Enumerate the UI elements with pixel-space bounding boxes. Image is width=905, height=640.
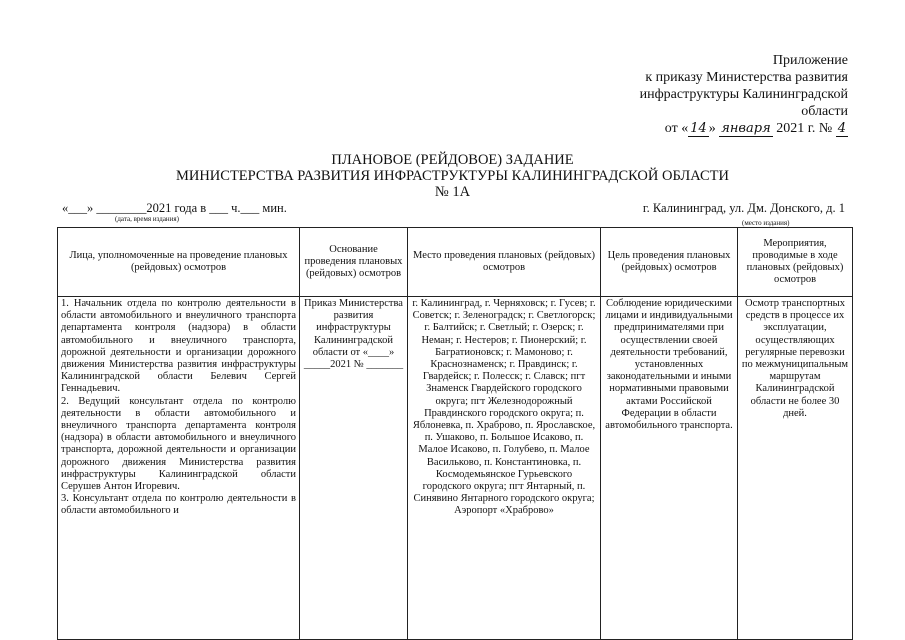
issue-place: г. Калининград, ул. Дм. Донского, д. 1 bbox=[642, 201, 845, 215]
appendix-region: области bbox=[801, 104, 848, 119]
table-header-row bbox=[58, 228, 853, 297]
header-basis: Основание проведения плановых (рейдовых) осмотров bbox=[300, 228, 408, 297]
handwritten-number: 4 bbox=[837, 121, 846, 136]
document-title bbox=[0, 152, 905, 200]
date-suffix: 2021 г. № bbox=[776, 121, 833, 136]
header-goal: Цель проведения плановых (рейдовых) осмотров bbox=[601, 228, 738, 297]
table-row bbox=[58, 297, 853, 640]
person-3: 3. Консультант отдела по контролю деятельности в области автомобильного и bbox=[61, 493, 296, 517]
header-places: Место проведения плановых (рейдовых) осмотров bbox=[408, 228, 601, 297]
person-2: 2. Ведущий консультант отдела по контролю деятельности в области автомобильного и внеуличного транспорта департамента контроля (надзора) в области автомобильного и внеуличного транспорта, дорожной деятельности и организации дорожного движения Министерства развития инфраструктуры Калининградской области Серушев Антон Игоревич. bbox=[61, 395, 296, 493]
appendix-order-ref: к приказу Министерства развития bbox=[645, 70, 848, 85]
measures-cell: Осмотр транспортных средств в процессе их эксплуатации, осуществляющих регулярные перевозки по межмуниципальным маршрутам Калининградской области не более 30 дней. bbox=[738, 297, 853, 640]
appendix-title: Приложение bbox=[772, 53, 848, 68]
places-cell: г. Калининград, г. Черняховск; г. Гусев; г. Советск; г. Зеленоградск; г. Светлогорск; г. Балтийск; г. Светлый; г. Озерск; г. Неман; г. Нестеров; г. Пионерский; г. Багратионовск; г. Мамоново; г. Краснознаменск; г. Правдинск; г. Гвардейск; г. Полесск; г. Славск; пгт Знаменск Гвардейского городского округа; пгт Железнодорожный Правдинского городского округа; п. Яблоневка, п. Храброво, п. Ярославское, п. Ушаково, п. Большое Исаково, п. Малое Исаково, п. Голубево, п. Малое Васильково, п. Константиновка, п. Космодемьянское Гурьевского городского округа; пгт Янтарный, п. Синявино Янтарного городского округа; Аэропорт «Храброво» bbox=[408, 297, 601, 640]
goal-cell: Соблюдение юридическими лицами и индивидуальными предпринимателями при осуществлении своей деятельности требований, установленных законодательными и иными нормативными правовыми актами Российской Федерации в области автомобильного транспорта. bbox=[601, 297, 738, 640]
inspection-table bbox=[57, 227, 853, 640]
appendix-block bbox=[548, 52, 848, 137]
appendix-date-line bbox=[548, 120, 848, 137]
issue-date-line: «___» ________2021 года в ___ ч.___ мин. bbox=[62, 201, 287, 215]
header-persons: Лица, уполномоченные на проведение плановых (рейдовых) осмотров bbox=[58, 228, 300, 297]
handwritten-day: 14 bbox=[690, 121, 707, 136]
title-line-1: ПЛАНОВОЕ (РЕЙДОВОЕ) ЗАДАНИЕ bbox=[331, 152, 574, 168]
handwritten-month: января bbox=[721, 121, 771, 136]
issue-date-caption: (дата, время издания) bbox=[115, 215, 179, 223]
date-prefix: от « bbox=[664, 121, 689, 136]
title-line-2: МИНИСТЕРСТВА РАЗВИТИЯ ИНФРАСТРУКТУРЫ КАЛИНИНГРАДСКОЙ ОБЛАСТИ bbox=[175, 168, 730, 184]
basis-cell: Приказ Министерства развития инфраструктуры Калининградской области от «____» _____2021 № _______ bbox=[300, 297, 408, 640]
date-mid: » bbox=[708, 121, 716, 136]
appendix-ministry: инфраструктуры Калининградской bbox=[639, 87, 848, 102]
header-measures: Мероприятия, проводимые в ходе плановых (рейдовых) осмотров bbox=[738, 228, 853, 297]
persons-cell bbox=[58, 297, 300, 640]
title-number: № 1А bbox=[434, 184, 471, 200]
person-1: 1. Начальник отдела по контролю деятельности в области автомобильного и внеуличного транспорта департамента контроля (надзора) в области автомобильного и внеуличного транспорта, дорожной деятельности и организации дорожного движения Министерства развития инфраструктуры Калининградской области Белевич Сергей Геннадьевич. bbox=[61, 298, 296, 395]
issue-place-caption: (место издания) bbox=[742, 219, 790, 227]
